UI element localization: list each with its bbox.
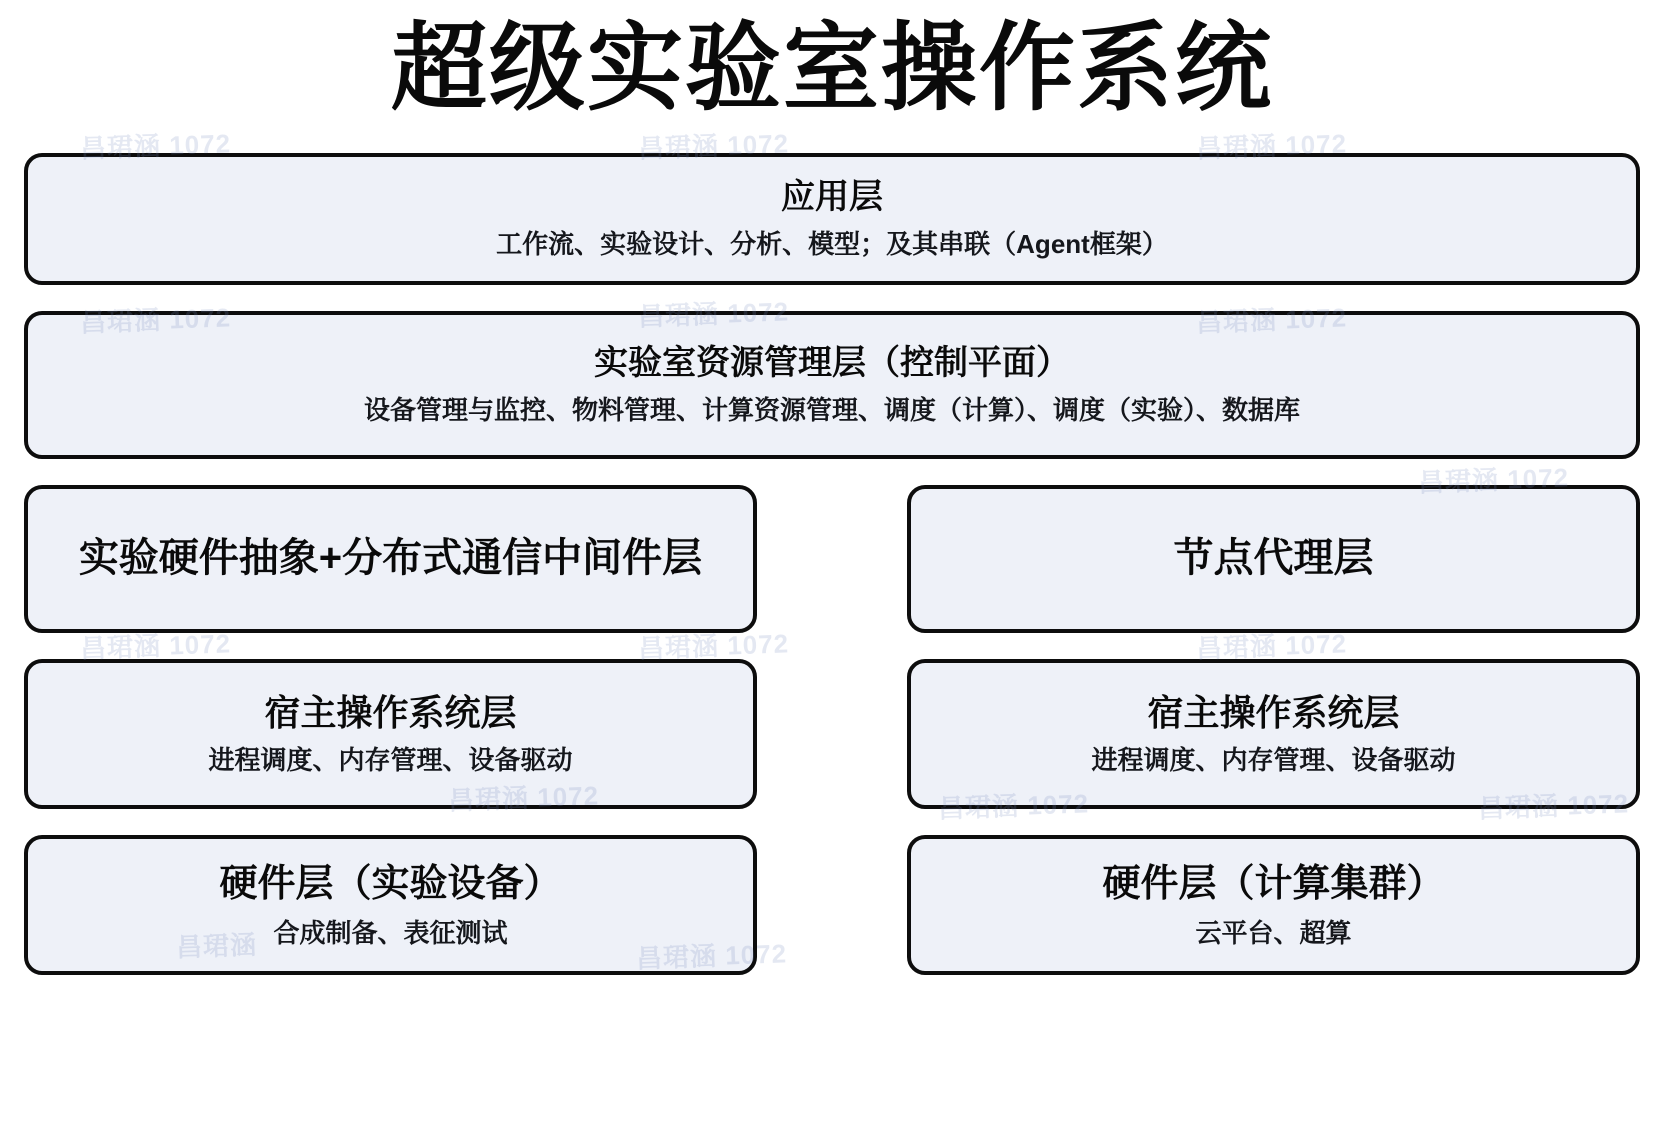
- layer-application-title: 应用层: [781, 178, 883, 217]
- row-middleware: [24, 485, 1640, 633]
- layer-application[interactable]: [24, 153, 1640, 285]
- watermark-text: 昌珺涵 1072: [1195, 128, 1348, 164]
- layer-hardware-lab-equipment[interactable]: [24, 835, 757, 975]
- layer-resource-management-detail: 设备管理与监控、物料管理、计算资源管理、调度（计算）、调度（实验）、数据库: [363, 395, 1300, 426]
- layer-host-os-compute-title: 宿主操作系统层: [1147, 691, 1400, 733]
- layer-hardware-abstraction-middleware-title: 实验硬件抽象+分布式通信中间件层: [78, 536, 703, 581]
- layer-host-os-compute[interactable]: [907, 659, 1640, 809]
- watermark-text: 昌珺涵 1072: [1477, 788, 1630, 824]
- layer-hardware-lab-equipment-title: 硬件层（实验设备）: [219, 862, 562, 905]
- watermark-text: 昌珺涵 1072: [637, 296, 790, 332]
- layer-host-os-lab[interactable]: [24, 659, 757, 809]
- page-title: 超级实验室操作系统: [391, 15, 1273, 122]
- layer-application-detail: 工作流、实验设计、分析、模型；及其串联（Agent框架）: [496, 229, 1168, 260]
- watermark-text: 昌珺涵 1072: [79, 302, 232, 338]
- watermark-text: 昌珺涵 1072: [79, 128, 232, 164]
- row-host-os: [24, 659, 1640, 809]
- watermark-text: 昌珺涵 1072: [637, 128, 790, 164]
- diagram-canvas: [0, 8, 1664, 1128]
- layer-host-os-lab-detail: 进程调度、内存管理、设备驱动: [208, 745, 573, 776]
- layer-resource-management-title: 实验室资源管理层（控制平面）: [594, 344, 1070, 383]
- layer-hardware-abstraction-middleware[interactable]: [24, 485, 757, 633]
- watermark-text: 昌珺涵 1072: [1195, 302, 1348, 338]
- watermark-text: 昌珺涵 1072: [79, 628, 232, 664]
- watermark-text: 昌珺涵 1072: [635, 938, 788, 974]
- layer-hardware-compute-cluster[interactable]: [907, 835, 1640, 975]
- layer-hardware-compute-cluster-title: 硬件层（计算集群）: [1102, 862, 1445, 905]
- layer-host-os-lab-title: 宿主操作系统层: [264, 691, 517, 733]
- watermark-text: 昌珺涵 1072: [637, 628, 790, 664]
- layer-hardware-lab-equipment-detail: 合成制备、表征测试: [273, 917, 508, 948]
- watermark-text: 昌珺涵 1072: [447, 780, 600, 816]
- layer-host-os-compute-detail: 进程调度、内存管理、设备驱动: [1091, 745, 1456, 776]
- layer-resource-management[interactable]: [24, 311, 1640, 459]
- watermark-text: 昌珺涵 1072: [937, 788, 1090, 824]
- watermark-text: 昌珺涵: [175, 929, 258, 963]
- layer-node-agent[interactable]: [907, 485, 1640, 633]
- watermark-text: 昌珺涵 1072: [1417, 462, 1570, 498]
- watermark-text: 昌珺涵 1072: [1195, 628, 1348, 664]
- layer-hardware-compute-cluster-detail: 云平台、超算: [1195, 917, 1352, 948]
- layer-node-agent-title: 节点代理层: [1173, 536, 1374, 581]
- row-hardware: [24, 835, 1640, 975]
